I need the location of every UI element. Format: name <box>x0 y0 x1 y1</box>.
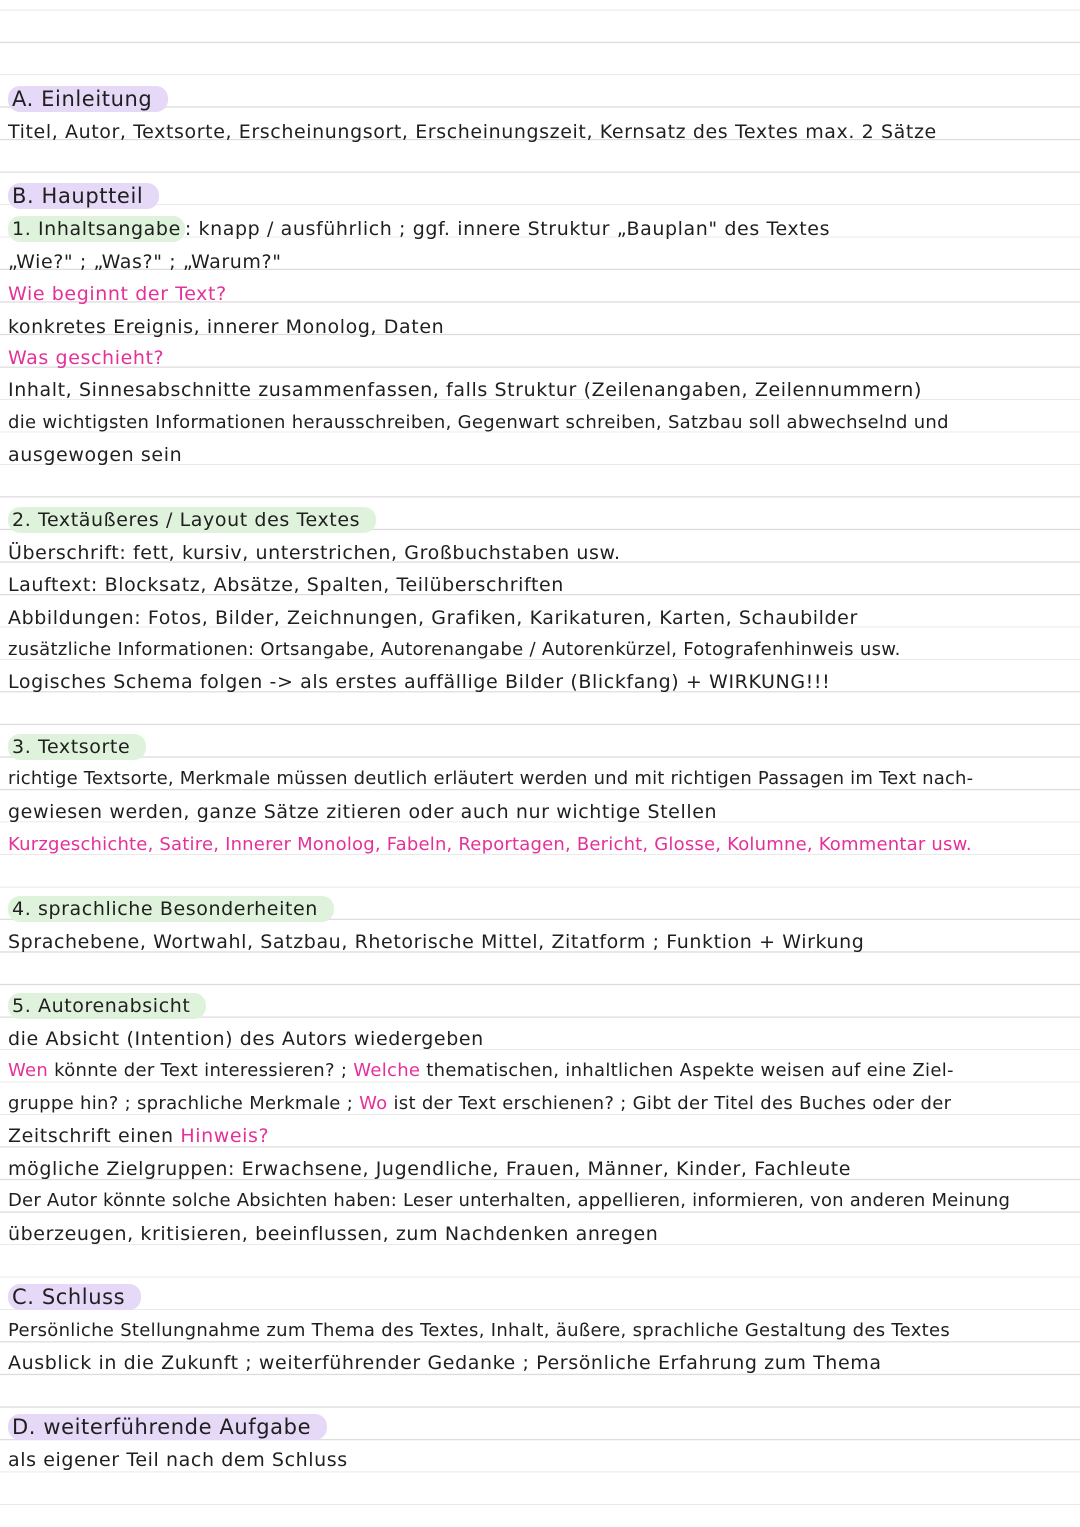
absicht-line-7: überzeugen, kritisieren, beeinflussen, zum Nachdenken anregen <box>8 1223 659 1245</box>
section-b-heading: B. Hauptteil <box>8 183 1072 209</box>
inhalt-q2-answer-2: die wichtigsten Informationen herausschreiben, Gegenwart schreiben, Satzbau soll abwechselnd und <box>8 412 949 433</box>
inhalt-questions: „Wie?" ; „Was?" ; „Warum?" <box>8 251 282 273</box>
absicht-line-5: mögliche Zielgruppen: Erwachsene, Jugendliche, Frauen, Männer, Kinder, Fachleute <box>8 1158 852 1180</box>
layout-line-3: Abbildungen: Fotos, Bilder, Zeichnungen, Grafiken, Karikaturen, Karten, Schaubilder <box>8 607 858 629</box>
absicht-heading: 5. Autorenabsicht <box>8 993 1072 1019</box>
absicht-line-6: Der Autor könnte solche Absichten haben: Leser unterhalten, appellieren, informieren, von anderen Meinung <box>8 1190 1011 1211</box>
section-d-heading: D. weiterführende Aufgabe <box>8 1414 1072 1440</box>
sprache-heading: 4. sprachliche Besonderheiten <box>8 896 1072 922</box>
inhalt-q1: Wie beginnt der Text? <box>8 283 227 305</box>
absicht-line-4: Zeitschrift einen Hinweis? <box>8 1125 270 1147</box>
section-c-line-1: Persönliche Stellungnahme zum Thema des Textes, Inhalt, äußere, sprachliche Gestaltung des Textes <box>8 1320 951 1341</box>
layout-heading: 2. Textäußeres / Layout des Textes <box>8 507 1072 533</box>
absicht-line-3: gruppe hin? ; sprachliche Merkmale ; Wo ist der Text erschienen? ; Gibt der Titel des Buches oder der <box>8 1093 952 1114</box>
inhalt-heading: 1. Inhaltsangabe : knapp / ausführlich ; ggf. innere Struktur „Bauplan" des Textes <box>8 216 1072 242</box>
layout-line-5: Logisches Schema folgen -> als erstes auffällige Bilder (Blickfang) + WIRKUNG!!! <box>8 671 831 693</box>
layout-line-2: Lauftext: Blocksatz, Absätze, Spalten, Teilüberschriften <box>8 574 564 596</box>
sprache-line-1: Sprachebene, Wortwahl, Satzbau, Rhetorische Mittel, Zitatform ; Funktion + Wirkung <box>8 931 865 953</box>
section-c-heading: C. Schluss <box>8 1284 1072 1310</box>
textsorte-line-1: richtige Textsorte, Merkmale müssen deutlich erläutert werden und mit richtigen Passagen im Text nach- <box>8 768 974 789</box>
layout-line-1: Überschrift: fett, kursiv, unterstrichen, Großbuchstaben usw. <box>8 542 621 564</box>
textsorte-examples: Kurzgeschichte, Satire, Innerer Monolog, Fabeln, Reportagen, Bericht, Glosse, Kolumne, Kommentar usw. <box>8 834 972 855</box>
section-a-line: Titel, Autor, Textsorte, Erscheinungsort, Erscheinungszeit, Kernsatz des Textes max. 2 Sätze <box>8 121 937 143</box>
section-d-line-1: als eigener Teil nach dem Schluss <box>8 1449 348 1471</box>
textsorte-line-2: gewiesen werden, ganze Sätze zitieren oder auch nur wichtige Stellen <box>8 801 718 823</box>
section-a-heading: A. Einleitung <box>8 86 1072 112</box>
textsorte-heading: 3. Textsorte <box>8 734 1072 760</box>
inhalt-q2-answer-1: Inhalt, Sinnesabschnitte zusammenfassen, falls Struktur (Zeilenangaben, Zeilennummern) <box>8 379 922 401</box>
inhalt-q1-answer: konkretes Ereignis, innerer Monolog, Daten <box>8 316 445 338</box>
layout-line-4: zusätzliche Informationen: Ortsangabe, Autorenangabe / Autorenkürzel, Fotografenhinweis usw. <box>8 639 901 660</box>
inhalt-q2: Was geschieht? <box>8 347 165 369</box>
inhalt-q2-answer-3: ausgewogen sein <box>8 444 183 466</box>
absicht-line-2: Wen könnte der Text interessieren? ; Welche thematischen, inhaltlichen Aspekte weisen auf eine Ziel- <box>8 1060 954 1081</box>
section-c-line-2: Ausblick in die Zukunft ; weiterführender Gedanke ; Persönliche Erfahrung zum Thema <box>8 1352 882 1374</box>
absicht-line-1: die Absicht (Intention) des Autors wiedergeben <box>8 1028 484 1050</box>
